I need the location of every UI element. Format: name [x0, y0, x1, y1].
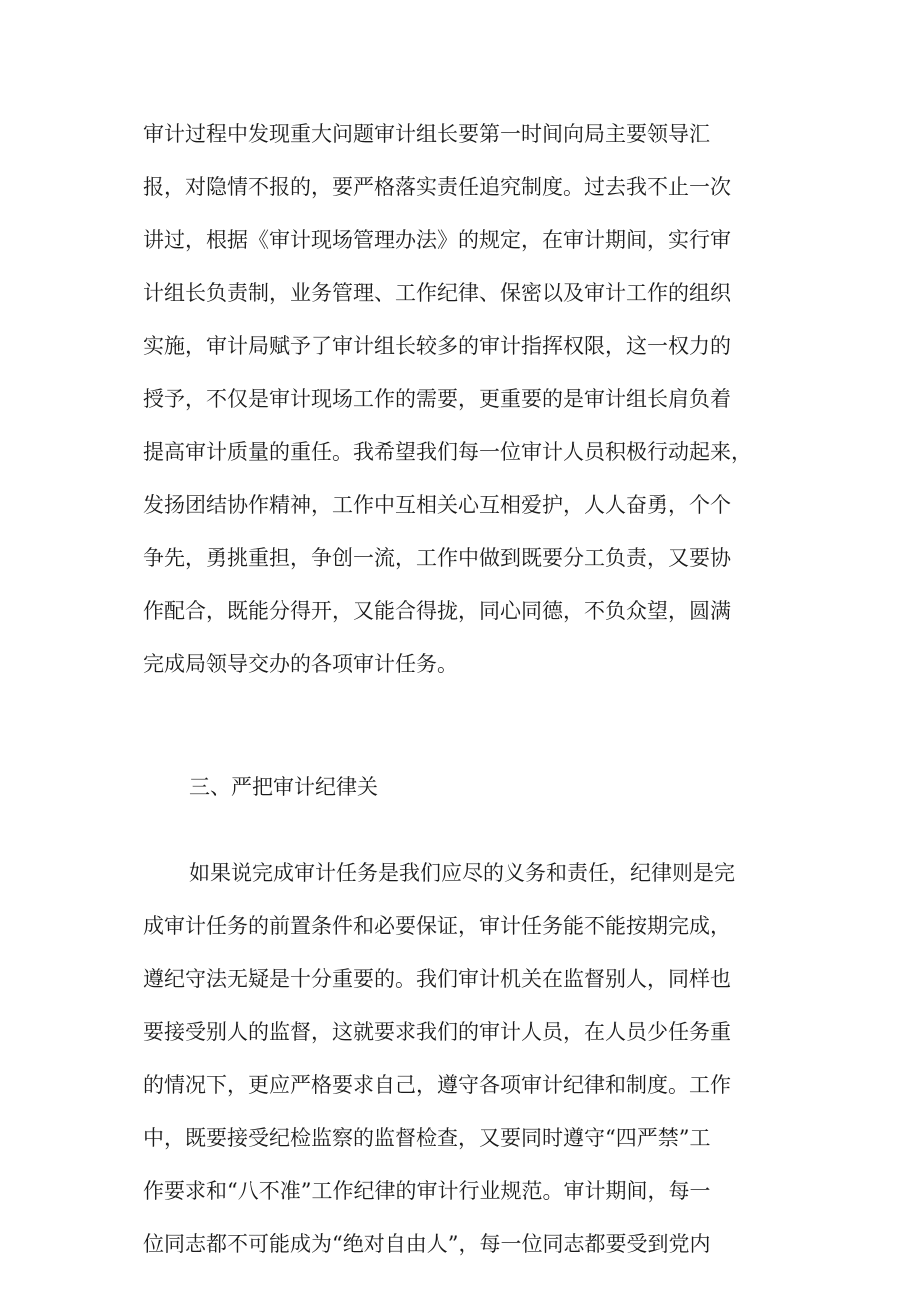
section-heading: 三、严把审计纪律关: [189, 775, 378, 799]
paragraph-line: 讲过，根据《审计现场管理办法》的规定，在审计期间，实行审: [143, 228, 731, 252]
paragraph-line: 中，既要接受纪检监察的监督检查，又要同时遵守“四严禁”工: [143, 1126, 711, 1150]
paragraph-line: 遵纪守法无疑是十分重要的。我们审计机关在监督别人，同样也: [143, 967, 731, 991]
paragraph-line: 实施，审计局赋予了审计组长较多的审计指挥权限，这一权力的: [143, 334, 731, 358]
paragraph-line: 审计过程中发现重大问题审计组长要第一时间向局主要领导汇: [143, 122, 710, 146]
paragraph-line: 位同志都不可能成为“绝对自由人”，每一位同志都要受到党内: [143, 1232, 711, 1256]
paragraph-line: 如果说完成审计任务是我们应尽的义务和责任，纪律则是完: [189, 861, 735, 885]
paragraph-line: 成审计任务的前置条件和必要保证，审计任务能不能按期完成，: [143, 914, 731, 938]
paragraph-line: 作要求和“八不准”工作纪律的审计行业规范。审计期间，每一: [143, 1179, 711, 1203]
paragraph-line: 授予，不仅是审计现场工作的需要，更重要的是审计组长肩负着: [143, 387, 731, 411]
paragraph-line: 提高审计质量的重任。我希望我们每一位审计人员积极行动起来，: [143, 440, 752, 464]
paragraph-line: 作配合，既能分得开，又能合得拢，同心同德，不负众望，圆满: [143, 599, 731, 623]
paragraph-line: 完成局领导交办的各项审计任务。: [143, 652, 458, 676]
paragraph-line: 报，对隐情不报的，要严格落实责任追究制度。过去我不止一次: [143, 175, 731, 199]
paragraph-line: 发扬团结协作精神，工作中互相关心互相爱护，人人奋勇，个个: [143, 493, 731, 517]
paragraph-line: 争先，勇挑重担，争创一流，工作中做到既要分工负责，又要协: [143, 546, 731, 570]
paragraph-line: 的情况下，更应严格要求自己，遵守各项审计纪律和制度。工作: [143, 1073, 731, 1097]
paragraph-line: 计组长负责制，业务管理、工作纪律、保密以及审计工作的组织: [143, 281, 731, 305]
paragraph-line: 要接受别人的监督，这就要求我们的审计人员，在人员少任务重: [143, 1020, 731, 1044]
